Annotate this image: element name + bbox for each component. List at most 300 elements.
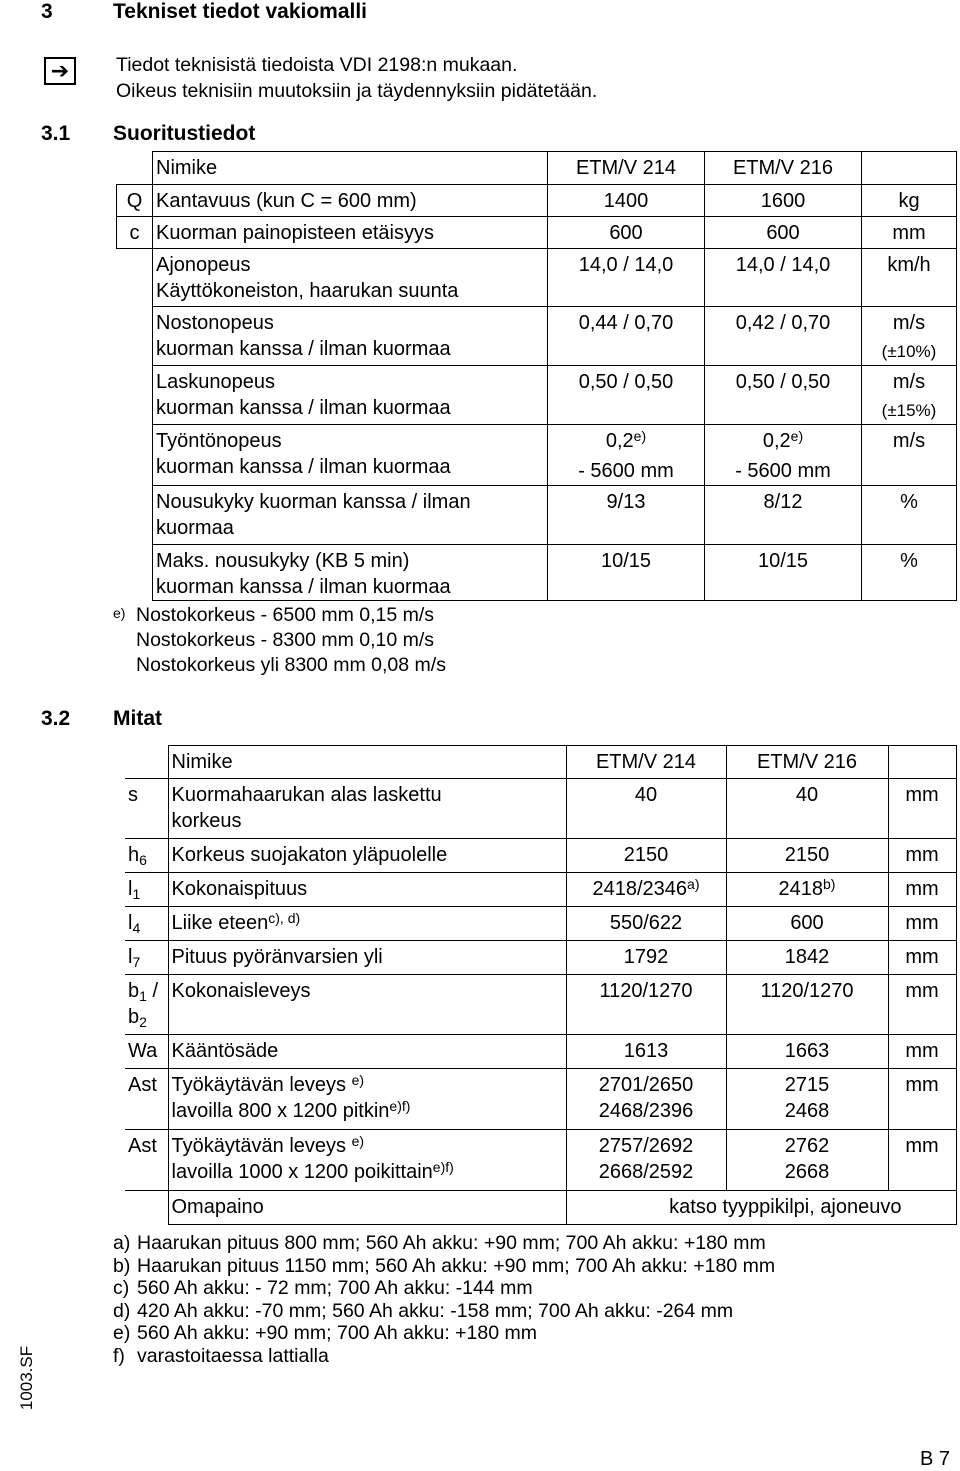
value-model-2 — [726, 873, 888, 907]
footnote-ref: b) — [823, 876, 836, 892]
table-header-row — [125, 746, 956, 779]
row-unit — [862, 249, 957, 307]
label-text: korkeus — [171, 810, 242, 832]
symbol-text: b — [128, 980, 140, 1002]
page-number: B 7 — [920, 1448, 951, 1470]
row-symbol — [117, 545, 153, 601]
value-line — [570, 842, 723, 868]
tolerance-text: (±15%) — [881, 401, 937, 420]
table-row — [125, 907, 956, 941]
footnote-key: c) — [113, 1277, 130, 1300]
weight-label: Omapaino — [168, 1191, 566, 1225]
value-model-1 — [566, 1035, 726, 1069]
value-model-1 — [548, 249, 705, 307]
label-line: Maks. nousukyky (KB 5 min) — [156, 550, 410, 572]
footnote-ref: e) — [351, 1133, 365, 1149]
row-unit: mm — [888, 1035, 956, 1069]
row-symbol — [117, 249, 153, 307]
value-text: 600 — [609, 222, 643, 244]
value-text: 1792 — [623, 946, 669, 968]
label-text: Kuormahaarukan alas laskettu — [171, 784, 442, 806]
unit-text: m/s — [892, 430, 926, 452]
footnote-ref: e) — [633, 428, 647, 444]
value-text: 0,50 / 0,50 — [735, 371, 831, 393]
footnote-item — [113, 1277, 533, 1299]
value-line — [551, 220, 701, 246]
footnote-ref: e)f) — [389, 1098, 411, 1114]
footnote-ref: e)f) — [432, 1159, 454, 1175]
value-model-1 — [566, 975, 726, 1035]
value-model-1 — [548, 307, 705, 366]
label-line: Työntönopeus — [156, 430, 282, 452]
value-line — [708, 369, 858, 395]
value-line — [570, 876, 723, 902]
value-text: 10/15 — [600, 550, 652, 572]
value-line — [551, 188, 701, 214]
value-text: 0,42 / 0,70 — [735, 312, 831, 334]
label-text: lavoilla 1000 x 1200 poikittain — [171, 1161, 433, 1183]
row-symbol — [125, 941, 168, 975]
row-label — [153, 307, 548, 366]
label-line: Laskunopeus — [156, 371, 275, 393]
value-text: 14,0 / 14,0 — [735, 254, 831, 276]
header-model-2: ETM/V 216 — [705, 152, 862, 185]
value-line — [570, 1133, 723, 1159]
label-line — [172, 876, 563, 902]
value-text: 0,50 / 0,50 — [578, 371, 674, 393]
value-text: 1400 — [603, 190, 649, 212]
value-text: 2150 — [623, 844, 669, 866]
value-text: 1120/1270 — [599, 980, 693, 1002]
row-symbol: Q — [117, 185, 153, 217]
row-unit — [862, 366, 957, 425]
header-unit — [888, 746, 956, 779]
value-line — [570, 782, 723, 808]
value-model-1 — [566, 1130, 726, 1191]
table-row — [117, 366, 957, 425]
symbol-line — [128, 910, 165, 936]
symbol-text: Ast — [128, 1135, 157, 1157]
value-model-2 — [705, 217, 862, 249]
header-unit — [862, 152, 957, 185]
label-line: Nousukyky kuorman kanssa / ilman — [156, 491, 471, 513]
blank-cell — [125, 746, 168, 779]
value-text: 1663 — [784, 1040, 830, 1062]
row-label — [168, 907, 566, 941]
label-line — [172, 842, 563, 868]
row-label — [153, 545, 548, 601]
symbol-sub: 4 — [132, 920, 141, 936]
table-row — [117, 486, 957, 545]
unit-text: km/h — [887, 254, 931, 276]
footnote-item — [113, 1255, 775, 1277]
value-line — [708, 428, 858, 454]
footnote-ref: e) — [790, 428, 804, 444]
value-line — [708, 310, 858, 336]
row-label — [168, 1130, 566, 1191]
footnote-item — [113, 1232, 766, 1254]
label-line — [172, 1072, 563, 1098]
value-line — [570, 978, 723, 1004]
label-line: kuorman kanssa / ilman kuormaa — [156, 456, 451, 478]
header-model-2: ETM/V 216 — [726, 746, 888, 779]
value-model-2 — [726, 1130, 888, 1191]
value-text: 1600 — [760, 190, 806, 212]
value-model-2 — [726, 941, 888, 975]
value-text: 10/15 — [757, 550, 809, 572]
footnote-item — [113, 1322, 537, 1344]
label-line — [172, 1133, 563, 1159]
value-text: 2418 — [778, 878, 824, 900]
subsection-title: Mitat — [113, 707, 162, 730]
value-text: 14,0 / 14,0 — [578, 254, 674, 276]
blank-cell — [125, 1191, 168, 1225]
value-model-1 — [566, 907, 726, 941]
symbol-text: Ast — [128, 1074, 157, 1096]
label-text: Kokonaisleveys — [171, 980, 311, 1002]
table-row — [117, 217, 957, 249]
table-row — [117, 425, 957, 486]
intro-line: Tiedot teknisistä tiedoista VDI 2198:n mukaan. — [116, 54, 518, 76]
value-model-1 — [548, 545, 705, 601]
row-unit: mm — [888, 839, 956, 873]
row-symbol — [125, 779, 168, 839]
value-model-1 — [548, 486, 705, 545]
performance-table — [116, 151, 957, 601]
value-model-2 — [705, 249, 862, 307]
footnote-text: Haarukan pituus 1150 mm; 560 Ah akku: +90 mm; 700 Ah akku: +180 mm — [137, 1254, 776, 1277]
value-line: 2468/2396 — [598, 1100, 694, 1122]
value-line — [730, 978, 885, 1004]
footnote-ref: e) — [351, 1072, 365, 1088]
value-text: 2701/2650 — [598, 1074, 694, 1096]
label-text: Työkäytävän leveys — [171, 1074, 352, 1096]
dimensions-table — [125, 745, 957, 1225]
section-number: 3 — [41, 0, 53, 23]
value-line — [730, 1072, 885, 1098]
footnote-key: e) — [113, 1322, 131, 1345]
row-label — [168, 873, 566, 907]
value-text: 40 — [795, 784, 819, 806]
label-line: Kuorman painopisteen etäisyys — [156, 222, 434, 244]
value-line — [551, 489, 701, 515]
value-line — [730, 910, 885, 936]
blank-cell — [117, 152, 153, 185]
value-line — [730, 944, 885, 970]
row-label — [168, 779, 566, 839]
value-model-2 — [726, 975, 888, 1035]
value-text: 2757/2692 — [598, 1135, 694, 1157]
row-unit: mm — [888, 941, 956, 975]
value-text: 1120/1270 — [760, 980, 854, 1002]
symbol-sub: 1 — [132, 886, 141, 902]
footnote-item — [113, 1345, 329, 1367]
symbol-text: b — [128, 1006, 140, 1028]
value-line — [730, 842, 885, 868]
value-model-1 — [548, 425, 705, 486]
label-line — [172, 910, 563, 936]
footnote-key: f) — [113, 1345, 125, 1367]
unit-text: m/s — [892, 371, 926, 393]
symbol-line: $b_1$ / — [128, 980, 159, 1004]
row-symbol — [117, 366, 153, 425]
value-model-1 — [548, 217, 705, 249]
value-model-2 — [705, 185, 862, 217]
footnote-key: a) — [113, 1232, 131, 1254]
header-name: Nimike — [168, 746, 566, 779]
table-row — [117, 307, 957, 366]
value-model-2 — [705, 545, 862, 601]
value-text: 2715 — [784, 1074, 830, 1096]
weight-row — [125, 1191, 956, 1225]
value-text: 1613 — [623, 1040, 669, 1062]
value-model-1 — [566, 839, 726, 873]
label-text: Kokonaispituus — [171, 878, 308, 900]
symbol-sub: 2 — [139, 1014, 147, 1030]
row-unit: mm — [888, 1130, 956, 1191]
row-label — [168, 941, 566, 975]
row-unit: mm — [888, 907, 956, 941]
label-line: kuorman kanssa / ilman kuormaa — [156, 338, 451, 360]
label-text: Työkäytävän leveys — [171, 1135, 352, 1157]
value-model-1 — [566, 873, 726, 907]
unit-text: % — [900, 491, 918, 513]
label-line — [172, 808, 563, 834]
value-line: 2668 — [784, 1161, 830, 1183]
row-unit: mm — [888, 1069, 956, 1130]
symbol-line — [128, 1072, 165, 1098]
value-line — [730, 876, 885, 902]
value-text: 2418/2346 — [592, 878, 688, 900]
value-model-2 — [705, 486, 862, 545]
row-symbol — [125, 1069, 168, 1130]
symbol-line — [128, 1004, 165, 1030]
value-line — [570, 944, 723, 970]
symbol-text: l — [128, 878, 133, 900]
value-line — [551, 310, 701, 336]
value-line — [570, 1038, 723, 1064]
value-model-1 — [566, 779, 726, 839]
value-line — [551, 252, 701, 278]
label-line — [172, 782, 563, 808]
value-model-1 — [566, 941, 726, 975]
row-symbol — [117, 425, 153, 486]
footnote-ref: a) — [687, 876, 700, 892]
symbol-line — [128, 1038, 165, 1064]
value-text: 1842 — [784, 946, 830, 968]
row-label — [153, 425, 548, 486]
label-line: Ajonopeus — [156, 254, 251, 276]
symbol-sub: 7 — [132, 954, 141, 970]
value-line: - 5600 mm — [578, 460, 674, 482]
value-line — [730, 782, 885, 808]
table-row — [117, 249, 957, 307]
label-text: Korkeus suojakaton yläpuolelle — [171, 844, 448, 866]
row-unit — [862, 425, 957, 486]
value-line — [551, 428, 701, 454]
footnote-item — [113, 1300, 733, 1322]
row-label — [153, 249, 548, 307]
row-label — [153, 217, 548, 249]
value-line — [708, 188, 858, 214]
value-line — [570, 1072, 723, 1098]
footnote-ref: c), d) — [268, 910, 301, 926]
label-line — [172, 1098, 563, 1124]
symbol-text: h — [128, 844, 140, 866]
value-line — [730, 1133, 885, 1159]
label-text: Liike eteen — [171, 912, 269, 934]
value-text: 550/622 — [609, 912, 683, 934]
table-row — [125, 839, 956, 873]
symbol-line — [128, 1133, 165, 1159]
symbol-line — [128, 782, 165, 808]
value-text: 8/12 — [763, 491, 803, 513]
header-model-1: ETM/V 214 — [566, 746, 726, 779]
tolerance-text: (±10%) — [881, 342, 937, 361]
row-symbol — [125, 873, 168, 907]
label-line: kuormaa — [156, 517, 234, 539]
row-symbol — [125, 975, 168, 1035]
note-line: Nostokorkeus yli 8300 mm 0,08 m/s — [136, 654, 446, 676]
row-label — [168, 975, 566, 1035]
row-unit: mm — [888, 975, 956, 1035]
row-label — [153, 486, 548, 545]
table-row — [125, 1035, 956, 1069]
subsection-number: 3.1 — [41, 122, 71, 145]
value-line — [570, 910, 723, 936]
value-line: 2468 — [784, 1100, 830, 1122]
table-row — [125, 975, 956, 1035]
row-unit — [862, 185, 957, 217]
label-line: Käyttökoneiston, haarukan suunta — [156, 280, 459, 302]
value-text: 2762 — [784, 1135, 830, 1157]
row-label — [168, 1035, 566, 1069]
row-label — [153, 185, 548, 217]
unit-text: % — [900, 550, 918, 572]
note-line: Nostokorkeus - 6500 mm 0,15 m/s — [136, 604, 435, 626]
value-text: 0,2 — [605, 430, 634, 452]
value-text: 9/13 — [606, 491, 646, 513]
value-model-2 — [726, 1035, 888, 1069]
value-line — [730, 1038, 885, 1064]
weight-value: katso tyyppikilpi, ajoneuvo — [566, 1191, 956, 1225]
value-model-1 — [566, 1069, 726, 1130]
row-symbol — [125, 1130, 168, 1191]
footnote-text: 560 Ah akku: +90 mm; 700 Ah akku: +180 mm — [137, 1322, 537, 1345]
label-line — [172, 1159, 563, 1185]
side-code: 1003.SF — [17, 1345, 36, 1411]
value-text: 2150 — [784, 844, 830, 866]
unit-text: mm — [892, 222, 926, 244]
table-row — [125, 873, 956, 907]
row-unit — [862, 307, 957, 366]
table-header-row — [117, 152, 957, 185]
symbol-text: s — [128, 784, 138, 806]
header-model-1: ETM/V 214 — [548, 152, 705, 185]
subsection-number: 3.2 — [41, 707, 71, 730]
label-text: lavoilla 800 x 1200 pitkin — [171, 1100, 390, 1122]
table-row — [125, 1069, 956, 1130]
unit-text: m/s — [892, 312, 926, 334]
row-unit — [862, 486, 957, 545]
row-unit: mm — [888, 873, 956, 907]
table-row — [117, 545, 957, 601]
row-unit — [862, 545, 957, 601]
row-symbol — [125, 907, 168, 941]
value-line — [708, 489, 858, 515]
value-model-2 — [705, 366, 862, 425]
value-text: 600 — [790, 912, 824, 934]
value-line: 2668/2592 — [598, 1161, 694, 1183]
symbol-line — [128, 842, 165, 868]
row-unit: mm — [888, 779, 956, 839]
label-line: Kantavuus (kun C = 600 mm) — [156, 190, 417, 212]
table-row — [117, 185, 957, 217]
unit-text: kg — [898, 190, 920, 212]
section-title: Tekniset tiedot vakiomalli — [113, 0, 368, 23]
row-label — [153, 366, 548, 425]
symbol-text: Wa — [128, 1040, 158, 1062]
row-symbol — [117, 307, 153, 366]
label-text: Kääntösäde — [171, 1040, 279, 1062]
row-symbol: c — [117, 217, 153, 249]
label-line — [172, 944, 563, 970]
symbol-text: l — [128, 912, 133, 934]
value-model-2 — [726, 839, 888, 873]
symbol-sub: 1 — [139, 988, 147, 1004]
footnote-text: 560 Ah akku: - 72 mm; 700 Ah akku: -144 mm — [137, 1277, 533, 1300]
symbol-line — [128, 876, 165, 902]
footnote-key: b) — [113, 1254, 131, 1277]
table-row — [125, 779, 956, 839]
symbol-text: l — [128, 946, 133, 968]
header-name: Nimike — [153, 152, 548, 185]
footnote-text: Haarukan pituus 800 mm; 560 Ah akku: +90 mm; 700 Ah akku: +180 mm — [137, 1232, 766, 1254]
value-model-2 — [726, 907, 888, 941]
row-unit — [862, 217, 957, 249]
row-symbol — [117, 486, 153, 545]
label-text: Pituus pyöränvarsien yli — [171, 946, 383, 968]
value-model-1 — [548, 366, 705, 425]
label-line — [172, 978, 563, 1004]
value-model-2 — [726, 779, 888, 839]
perf-notes: e) Nostokorkeus - 6500 mm 0,15 m/s Nostokorkeus - 8300 mm 0,10 m/s Nostokorkeus yli 8300 mm 0,08 m/s — [113, 604, 446, 676]
arrow-right-icon: ➔ — [44, 57, 76, 85]
value-line — [708, 220, 858, 246]
value-model-1 — [548, 185, 705, 217]
label-line — [172, 1038, 563, 1064]
value-text: 0,44 / 0,70 — [578, 312, 674, 334]
value-model-2 — [726, 1069, 888, 1130]
table-row — [125, 941, 956, 975]
value-text: 600 — [766, 222, 800, 244]
footnote-key: d) — [113, 1299, 131, 1322]
table-row — [125, 1130, 956, 1191]
label-line: kuorman kanssa / ilman kuormaa — [156, 397, 451, 419]
note-line: Nostokorkeus - 8300 mm 0,10 m/s — [136, 629, 435, 651]
value-model-2 — [705, 307, 862, 366]
value-model-2 — [705, 425, 862, 486]
value-text: 40 — [634, 784, 658, 806]
footnote-text: varastoitaessa lattialla — [137, 1345, 329, 1367]
value-line: - 5600 mm — [735, 460, 831, 482]
symbol-sub: 6 — [139, 852, 147, 868]
value-line — [708, 252, 858, 278]
intro-text — [116, 52, 597, 104]
row-symbol — [125, 1035, 168, 1069]
label-line: kuorman kanssa / ilman kuormaa — [156, 576, 451, 598]
label-line: Nostonopeus — [156, 312, 274, 334]
